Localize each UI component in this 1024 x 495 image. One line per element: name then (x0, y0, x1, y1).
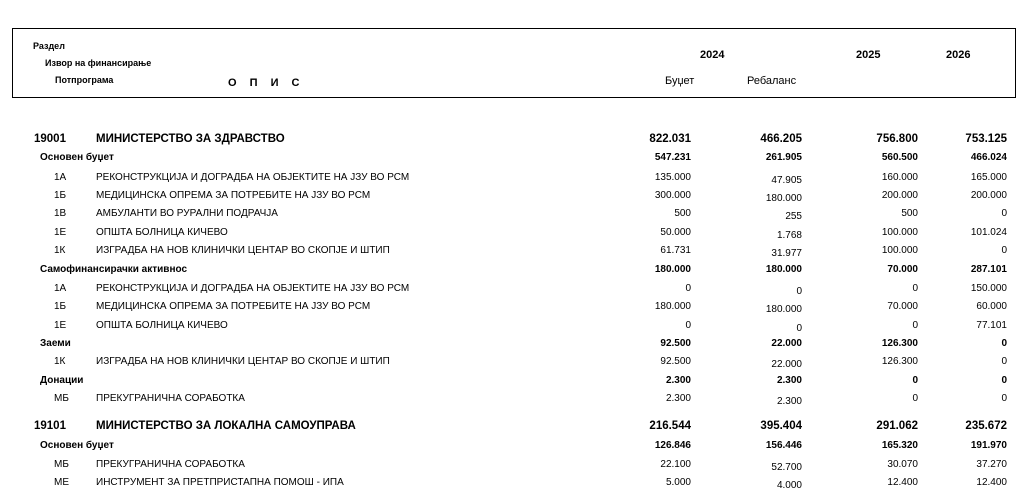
value-2026: 753.125 (965, 133, 1007, 145)
table-row (0, 208, 1024, 226)
value-2024-rebalans: 180.000 (765, 193, 802, 204)
item-title: МЕДИЦИНСКА ОПРЕМА ЗА ПОТРЕБИТЕ НА ЈЗУ ВО РСМ (96, 190, 371, 201)
rebalans-label: Ребаланс (747, 75, 797, 87)
subprogram-code: МБ (54, 393, 69, 404)
value-2025: 70.000 (887, 301, 918, 312)
funding-source-row (0, 338, 1024, 356)
value-2024-rebalans: 255 (785, 211, 802, 222)
item-title: МЕДИЦИНСКА ОПРЕМА ЗА ПОТРЕБИТЕ НА ЈЗУ ВО РСМ (96, 301, 371, 312)
table-row (0, 227, 1024, 245)
subprogram-code: МБ (54, 459, 69, 470)
value-2025: 0 (912, 283, 918, 294)
value-2024-rebalans: 466.205 (760, 133, 802, 145)
subprogram-code: 1Е (54, 320, 67, 331)
value-2025: 100.000 (881, 227, 918, 238)
value-2026: 0 (1001, 393, 1007, 404)
value-2026: 287.101 (970, 264, 1007, 275)
value-2026: 191.970 (970, 440, 1007, 451)
value-2025: 0 (912, 375, 918, 386)
ministry-row (0, 420, 1024, 438)
value-2024-rebalans: 47.905 (771, 175, 802, 186)
value-2025: 291.062 (876, 420, 918, 432)
value-2024-budget: 2.300 (665, 393, 691, 404)
value-2025: 12.400 (887, 477, 918, 488)
value-2025: 560.500 (881, 152, 918, 163)
table-row (0, 172, 1024, 190)
value-2024-budget: 126.846 (654, 440, 691, 451)
value-2024-budget: 61.731 (660, 245, 691, 256)
value-2025: 126.300 (881, 356, 918, 367)
value-2025: 0 (912, 320, 918, 331)
funding-source-title: Донации (40, 375, 84, 386)
item-title: ИЗГРАДБА НА НОВ КЛИНИЧКИ ЦЕНТАР ВО СКОПЈЕ И ШТИП (96, 356, 390, 367)
value-2025: 126.300 (881, 338, 918, 349)
value-2024-budget: 180.000 (654, 301, 691, 312)
value-2025: 30.070 (887, 459, 918, 470)
value-2024-budget: 547.231 (654, 152, 691, 163)
razdel-label: Раздел (33, 41, 65, 51)
table-row (0, 356, 1024, 374)
value-2024-budget: 92.500 (660, 338, 691, 349)
value-2024-rebalans: 395.404 (760, 420, 802, 432)
value-2026: 12.400 (976, 477, 1007, 488)
subprogram-code: 1К (54, 245, 66, 256)
ministry-code: 19001 (34, 133, 66, 145)
value-2025: 165.320 (881, 440, 918, 451)
value-2026: 0 (1001, 245, 1007, 256)
value-2024-budget: 300.000 (654, 190, 691, 201)
item-title: ИЗГРАДБА НА НОВ КЛИНИЧКИ ЦЕНТАР ВО СКОПЈЕ И ШТИП (96, 245, 390, 256)
subprogram-code: 1А (54, 172, 67, 183)
ministry-code: 19101 (34, 420, 66, 432)
value-2024-budget: 0 (685, 283, 691, 294)
value-2024-rebalans: 2.300 (776, 375, 802, 386)
ministry-title: МИНИСТЕРСТВО ЗА ЛОКАЛНА САМОУПРАВА (96, 420, 356, 432)
item-title: ИНСТРУМЕНТ ЗА ПРЕТПРИСТАПНА ПОМОШ - ИПА (96, 477, 344, 488)
subprogram-code: 1А (54, 283, 67, 294)
value-2026: 60.000 (976, 301, 1007, 312)
ministry-row (0, 133, 1024, 151)
value-2026: 101.024 (970, 227, 1007, 238)
value-2026: 0 (1001, 375, 1007, 386)
value-2026: 200.000 (970, 190, 1007, 201)
opis-label: О П И С (228, 77, 305, 89)
subprogram-code: 1Е (54, 227, 67, 238)
subprogram-code: 1В (54, 208, 67, 219)
value-2024-budget: 180.000 (654, 264, 691, 275)
izvor-label: Извор на финансирање (45, 58, 152, 68)
value-2024-budget: 50.000 (660, 227, 691, 238)
item-title: ОПШТА БОЛНИЦА КИЧЕВО (96, 320, 228, 331)
year-2026-label: 2026 (946, 49, 971, 61)
funding-source-row (0, 152, 1024, 170)
table-row (0, 283, 1024, 301)
value-2026: 77.101 (976, 320, 1007, 331)
value-2024-budget: 135.000 (654, 172, 691, 183)
item-title: РЕКОНСТРУКЦИЈА И ДОГРАДБА НА ОБЈЕКТИТЕ НА ЈЗУ ВО РСМ (96, 172, 410, 183)
value-2024-rebalans: 31.977 (771, 248, 802, 259)
value-2024-budget: 500 (674, 208, 691, 219)
funding-source-title: Основен буџет (40, 440, 114, 451)
subprogram-code: 1Б (54, 190, 67, 201)
value-2024-rebalans: 22.000 (771, 359, 802, 370)
value-2025: 200.000 (881, 190, 918, 201)
potprograma-label: Потпрограма (55, 75, 114, 85)
funding-source-row (0, 440, 1024, 458)
table-row (0, 320, 1024, 338)
value-2024-budget: 22.100 (660, 459, 691, 470)
value-2024-rebalans: 1.768 (776, 230, 802, 241)
value-2024-rebalans: 156.446 (765, 440, 802, 451)
value-2026: 37.270 (976, 459, 1007, 470)
value-2024-budget: 216.544 (649, 420, 691, 432)
value-2024-budget: 0 (685, 320, 691, 331)
value-2026: 150.000 (970, 283, 1007, 294)
value-2024-rebalans: 180.000 (765, 264, 802, 275)
table-header-box (12, 28, 1016, 98)
value-2025: 756.800 (876, 133, 918, 145)
funding-source-row (0, 264, 1024, 282)
value-2024-rebalans: 22.000 (771, 338, 802, 349)
year-2024-label: 2024 (700, 49, 725, 61)
funding-source-title: Самофинансирачки активнос (40, 264, 188, 275)
item-title: ОПШТА БОЛНИЦА КИЧЕВО (96, 227, 228, 238)
value-2024-budget: 92.500 (660, 356, 691, 367)
ministry-title: МИНИСТЕРСТВО ЗА ЗДРАВСТВО (96, 133, 285, 145)
value-2026: 235.672 (965, 420, 1007, 432)
value-2026: 0 (1001, 338, 1007, 349)
table-row (0, 477, 1024, 495)
budzet-label: Буџет (665, 75, 695, 87)
table-row (0, 301, 1024, 319)
funding-source-title: Заеми (40, 338, 71, 349)
value-2024-rebalans: 2.300 (776, 396, 802, 407)
subprogram-code: 1К (54, 356, 66, 367)
table-row (0, 245, 1024, 263)
table-row (0, 393, 1024, 411)
value-2024-rebalans: 0 (796, 323, 802, 334)
item-title: ПРЕКУГРАНИЧНА СОРАБОТКА (96, 393, 245, 404)
value-2024-rebalans: 261.905 (765, 152, 802, 163)
value-2024-budget: 5.000 (665, 477, 691, 488)
value-2025: 500 (901, 208, 918, 219)
value-2024-rebalans: 4.000 (776, 480, 802, 491)
subprogram-code: МЕ (54, 477, 69, 488)
table-row (0, 459, 1024, 477)
subprogram-code: 1Б (54, 301, 67, 312)
value-2026: 0 (1001, 356, 1007, 367)
value-2025: 160.000 (881, 172, 918, 183)
value-2025: 70.000 (887, 264, 918, 275)
year-2025-label: 2025 (856, 49, 881, 61)
value-2024-budget: 2.300 (665, 375, 691, 386)
item-title: РЕКОНСТРУКЦИЈА И ДОГРАДБА НА ОБЈЕКТИТЕ НА ЈЗУ ВО РСМ (96, 283, 410, 294)
value-2026: 165.000 (970, 172, 1007, 183)
funding-source-title: Основен буџет (40, 152, 114, 163)
funding-source-row (0, 375, 1024, 393)
value-2025: 0 (912, 393, 918, 404)
value-2024-budget: 822.031 (649, 133, 691, 145)
item-title: ПРЕКУГРАНИЧНА СОРАБОТКА (96, 459, 245, 470)
value-2024-rebalans: 0 (796, 286, 802, 297)
table-row (0, 190, 1024, 208)
value-2025: 100.000 (881, 245, 918, 256)
value-2024-rebalans: 180.000 (765, 304, 802, 315)
value-2024-rebalans: 52.700 (771, 462, 802, 473)
item-title: АМБУЛАНТИ ВО РУРАЛНИ ПОДРАЧЈА (96, 208, 278, 219)
value-2026: 466.024 (970, 152, 1007, 163)
value-2026: 0 (1001, 208, 1007, 219)
